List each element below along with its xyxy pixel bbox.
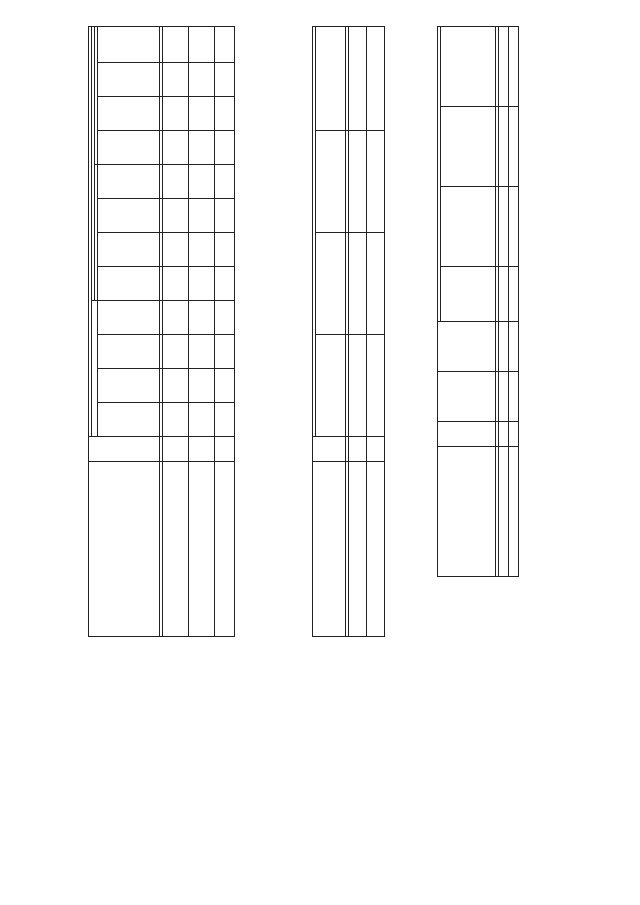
row-name [215,462,235,637]
table-row [189,26,215,636]
header-col-4 [438,322,496,372]
row-code [215,437,235,462]
total-row [235,26,247,636]
header-col-9 [98,199,160,233]
section-4-heading [55,45,63,865]
total-label [235,462,247,637]
header-col-6 [98,301,160,335]
table-row [215,26,235,636]
header-code [313,437,346,462]
header-code [89,437,160,462]
header-col-4 [98,369,160,403]
header-col-8 [98,233,160,267]
header-col-6 [441,187,496,267]
total-code [235,437,247,462]
row-name [163,462,189,637]
header-col-13 [98,63,160,97]
header-col-5 [316,131,346,233]
header-code [438,422,496,447]
total-code [385,437,397,462]
header-col-12 [98,97,160,131]
table-4-1 [88,26,247,637]
table-row [349,27,367,637]
total-row [519,27,530,577]
x-mark [519,27,530,107]
header-category [438,447,496,577]
table-row [499,27,509,577]
header-name [89,462,160,637]
table-4-2 [312,26,397,637]
row-code [499,422,509,447]
x-mark [519,267,530,322]
header-col-7 [441,107,496,187]
header-col-3 [438,372,496,422]
header-col-5 [98,335,160,369]
x-mark [519,187,530,267]
total-row [385,27,397,637]
row-name [349,462,367,637]
header-col-6 [316,27,346,131]
header-col-5 [441,267,496,322]
row-name [367,462,385,637]
total-label [519,447,530,577]
x-mark [519,107,530,187]
header-col-3 [98,403,160,437]
row-name [189,462,215,637]
header-col-8 [441,27,496,107]
header-col-11 [98,131,160,165]
total-label [385,462,397,637]
header-col-14 [98,26,160,62]
header-col-4 [316,233,346,335]
table-row [163,26,189,636]
row-code [189,437,215,462]
row-code [163,437,189,462]
total-code [519,422,530,447]
header-name [313,462,346,637]
header-col-10 [98,165,160,199]
table-row [509,27,519,577]
header-col-7 [98,267,160,301]
table-4-3-1 [437,26,530,577]
row-code [367,437,385,462]
row-code [349,437,367,462]
row-code [509,422,519,447]
header-col-3 [316,335,346,437]
table-row [367,27,385,637]
